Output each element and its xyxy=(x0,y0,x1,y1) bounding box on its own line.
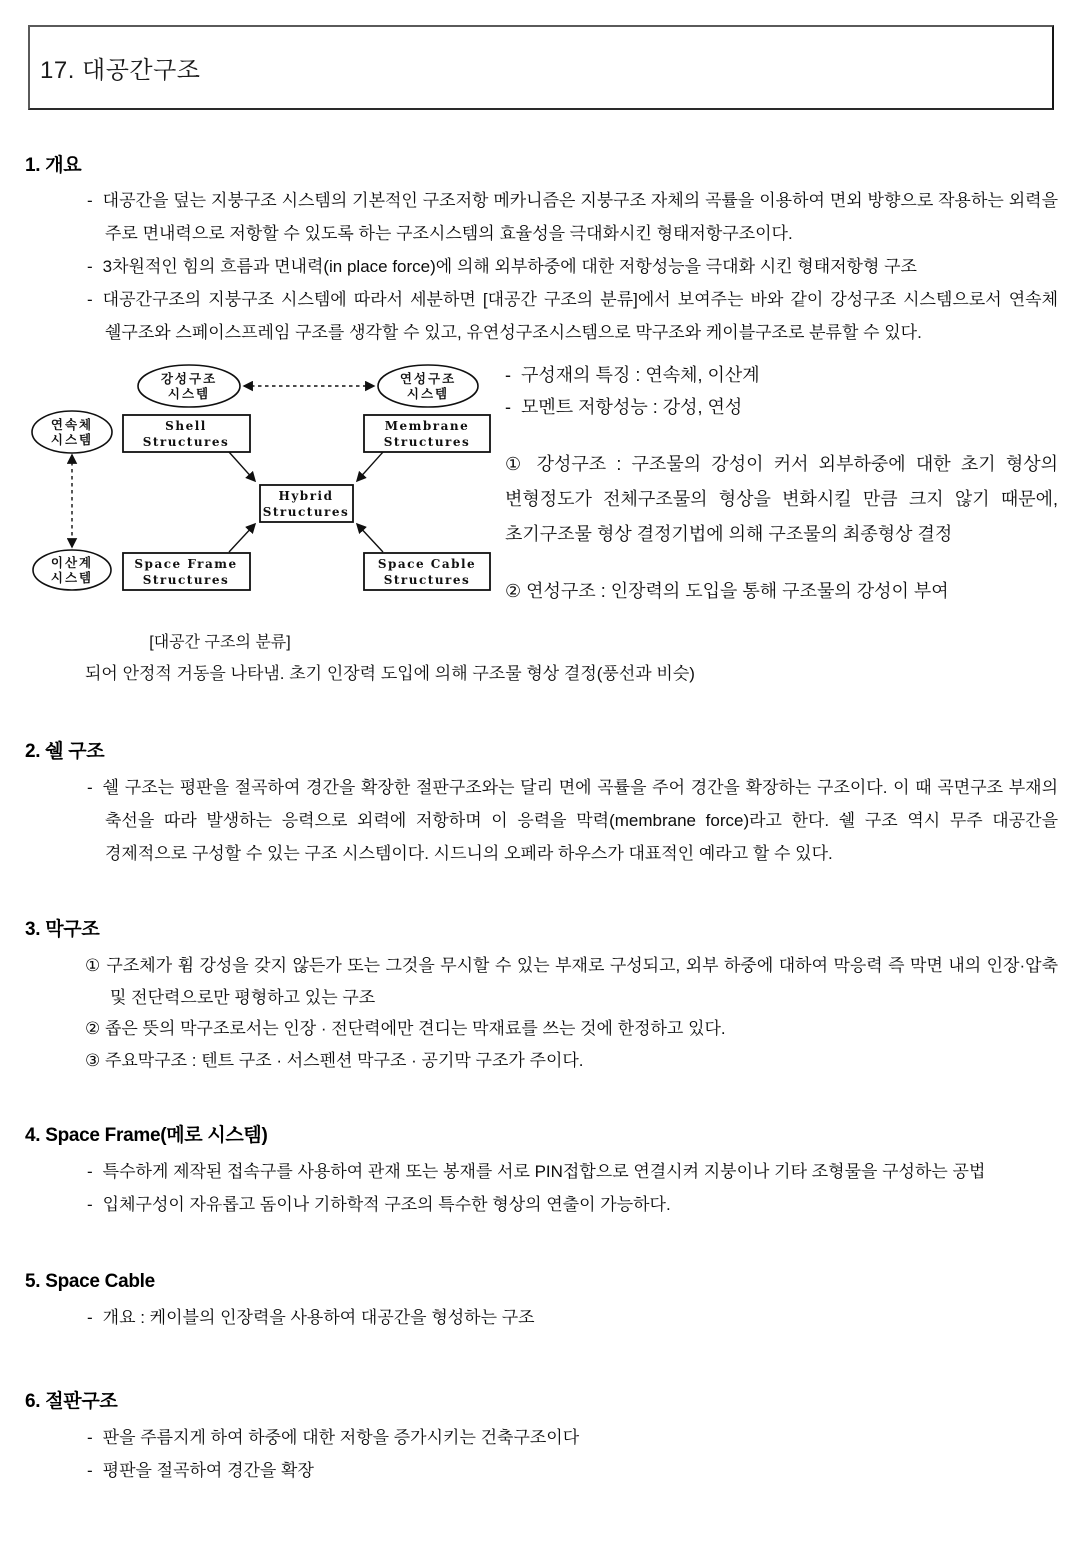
bullet-dash: - xyxy=(87,1195,93,1214)
section-3-item-2: ② 좁은 뜻의 막구조로서는 인장 · 전단력에만 견디는 막재료를 쓰는 것에 한정하고 있다. xyxy=(85,1019,726,1038)
flexible-system-label-1: 연성구조 xyxy=(399,372,457,386)
classification-diagram xyxy=(25,359,497,652)
space-cable-structures-label-2: Structures xyxy=(383,573,471,587)
bullet-dash: - xyxy=(87,1162,93,1181)
shell-structures-label-1: Shell xyxy=(165,419,207,433)
bullet-dash: - xyxy=(87,290,93,309)
hybrid-structures-label-1: Hybrid xyxy=(278,489,334,503)
shell-to-hybrid-arrow xyxy=(229,452,255,481)
section-6-heading: 6. 절판구조 xyxy=(25,1391,118,1412)
section-1-bullet-1: - 대공간을 덮는 지붕구조 시스템의 기본적인 구조저항 메카니즘은 지붕구조 자체의 곡률을 이용하여 면외 방향으로 작용하는 외력을 주로 면내력으로 저항할 수 있도록 하는 구조시스템의 효율성을 극대화시킨 형태저항구조이다. xyxy=(87,191,1058,243)
diagram-caption: [대공간 구조의 분류] xyxy=(149,634,291,651)
side-notes xyxy=(497,359,1058,652)
structure-classification-chart xyxy=(25,359,495,611)
flexible-system-label-2: 시스템 xyxy=(406,387,450,401)
section-4-bullet-2: - 입체구성이 자유롭고 돔이나 기하학적 구조의 특수한 형상의 연출이 가능하다. xyxy=(87,1195,671,1214)
continuum-system-label-1: 연속체 xyxy=(50,418,94,432)
hybrid-structures-label-2: Structures xyxy=(262,505,350,519)
section-2-heading: 2. 쉘 구조 xyxy=(25,741,105,762)
shell-structures-label-2: Structures xyxy=(142,435,230,449)
space-frame-structures-label-1: Space Frame xyxy=(134,557,238,571)
rigid-system-label-2: 시스템 xyxy=(167,387,211,401)
rigid-structure-note: ① 강성구조 : 구조물의 강성이 커서 외부하중에 대한 초기 형상의 변형정도가 전체구조물의 형상을 변화시킬 만큼 크지 않기 때문에, 초기구조물 형상 결정기법에 의해 구조물의 최종형상 결정 xyxy=(505,454,1058,544)
document-title-box xyxy=(28,25,1054,110)
frame-to-hybrid-arrow xyxy=(229,524,255,552)
cable-to-hybrid-arrow xyxy=(357,524,383,552)
section-4-bullet-1: - 특수하게 제작된 접속구를 사용하여 관재 또는 봉재를 서로 PIN접합으로 연결시켜 지붕이나 기타 조형물을 구성하는 공법 xyxy=(87,1162,986,1181)
section-3-item-1: ① 구조체가 휨 강성을 갖지 않든가 또는 그것을 무시할 수 있는 부재로 구성되고, 외부 하중에 대하여 막응력 즉 막면 내의 인장·압축 및 전단력으로만 평형하고 있는 구조 xyxy=(85,956,1058,1007)
section-2-bullet-1: - 쉘 구조는 평판을 절곡하여 경간을 확장한 절판구조와는 달리 면에 곡률을 주어 경간을 확장하는 구조이다. 이 때 곡면구조 부재의 축선을 따라 발생하는 응력으로 외력에 저항하며 이 응력을 막력(membrane force)라고 한다. 쉘 구조 역시 무주 대공간을 경제적으로 구성할 수 있는 구조 시스템이다. 시드니의 오페라 하우스가 대표적인 예라고 할 수 있다. xyxy=(87,778,1058,863)
side-note-1: - 구성재의 특징 : 연속체, 이산계 xyxy=(505,365,760,385)
bullet-dash: - xyxy=(87,257,93,276)
bullet-dash: - xyxy=(505,397,511,417)
discrete-system-label-2: 시스템 xyxy=(50,571,94,585)
section-3-heading: 3. 막구조 xyxy=(25,919,100,940)
flexible-structure-note-line1: ② 연성구조 : 인장력의 도입을 통해 구조물의 강성이 부여 xyxy=(505,581,949,601)
section-5-bullet-1: - 개요 : 케이블의 인장력을 사용하여 대공간을 형성하는 구조 xyxy=(87,1308,535,1327)
membrane-structures-label-2: Structures xyxy=(383,435,471,449)
section-5-heading: 5. Space Cable xyxy=(25,1271,155,1292)
space-cable-structures-label-1: Space Cable xyxy=(377,557,477,571)
space-frame-structures-label-2: Structures xyxy=(142,573,230,587)
section-6-bullet-2: - 평판을 절곡하여 경간을 확장 xyxy=(87,1461,314,1480)
membrane-to-hybrid-arrow xyxy=(357,452,383,481)
section-1-bullet-2: - 3차원적인 힘의 흐름과 면내력(in place force)에 의해 외부하중에 대한 저항성능을 극대화 시킨 형태저항형 구조 xyxy=(87,257,917,276)
bullet-dash: - xyxy=(87,1461,93,1480)
section-6-bullet-1: - 판을 주름지게 하여 하중에 대한 저항을 증가시키는 건축구조이다 xyxy=(87,1428,580,1447)
bullet-dash: - xyxy=(87,191,93,210)
section-4-heading: 4. Space Frame(메로 시스템) xyxy=(25,1125,268,1146)
membrane-structures-label-1: Membrane xyxy=(384,419,470,433)
flexible-structure-note-continuation: 되어 안정적 거동을 나타냄. 초기 인장력 도입에 의해 구조물 형상 결정(풍선과 비슷) xyxy=(85,664,695,683)
bullet-dash: - xyxy=(87,1308,93,1327)
section-3-item-3: ③ 주요막구조 : 텐트 구조 · 서스펜션 막구조 · 공기막 구조가 주이다. xyxy=(85,1050,584,1070)
side-note-2: - 모멘트 저항성능 : 강성, 연성 xyxy=(505,397,743,417)
bullet-dash: - xyxy=(87,778,93,797)
rigid-system-label-1: 강성구조 xyxy=(160,372,218,386)
discrete-system-label-1: 이산계 xyxy=(50,556,94,570)
classification-region xyxy=(25,359,1058,652)
document-body xyxy=(25,150,1058,1487)
section-1-heading: 1. 개요 xyxy=(25,155,82,176)
document-title: 17. 대공간구조 xyxy=(40,57,201,84)
bullet-dash: - xyxy=(505,365,511,385)
continuum-system-label-2: 시스템 xyxy=(50,433,94,447)
section-1-bullet-3: - 대공간구조의 지붕구조 시스템에 따라서 세분하면 [대공간 구조의 분류]에서 보여주는 바와 같이 강성구조 시스템으로서 연속체 쉘구조와 스페이스프레임 구조를 생각할 수 있고, 유연성구조시스템으로 막구조와 케이블구조로 분류할 수 있다. xyxy=(87,290,1058,342)
bullet-dash: - xyxy=(87,1428,93,1447)
